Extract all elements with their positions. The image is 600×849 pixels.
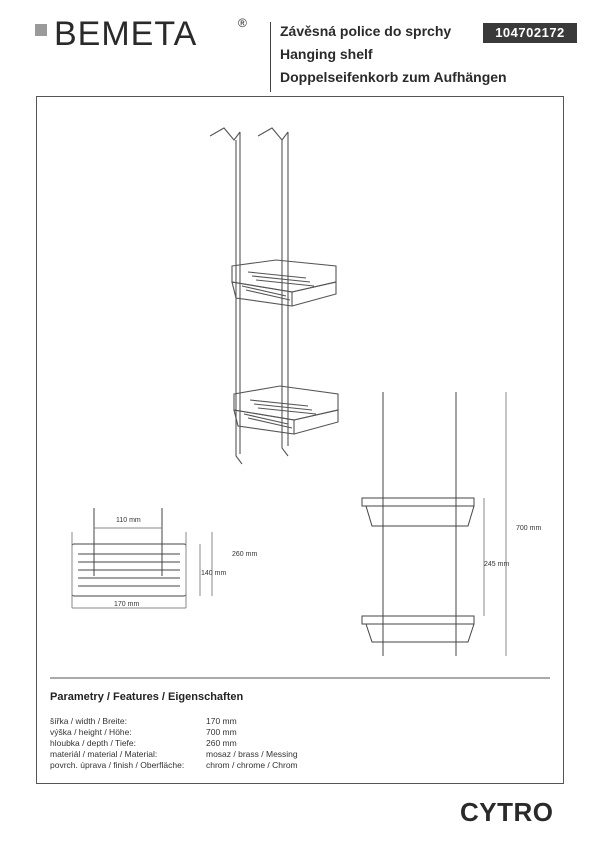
dim-front-height: 140 mm	[201, 570, 227, 577]
spec-value-height: 700 mm	[206, 727, 237, 737]
title-czech: Závěsná police do sprchy	[280, 23, 452, 39]
product-code-badge: 104702172	[483, 23, 577, 43]
spec-value-material: mosaz / brass / Messing	[206, 749, 298, 759]
spec-value-depth: 260 mm	[206, 738, 237, 748]
top-view-drawing	[72, 508, 212, 608]
spec-label-depth: hloubka / depth / Tiefe:	[50, 738, 137, 748]
features-title: Parametry / Features / Eigenschaften	[50, 691, 244, 703]
dim-top-width: 110 mm	[116, 517, 141, 524]
side-view-drawing	[362, 392, 506, 656]
title-english: Hanging shelf	[280, 46, 373, 62]
header-divider	[270, 22, 271, 92]
spec-value-finish: chrom / chrome / Chrom	[206, 760, 298, 770]
brand-logo: BEMETA	[54, 15, 198, 53]
spec-label-finish: povrch. úprava / finish / Oberfläche:	[50, 760, 185, 770]
title-german: Doppelseifenkorb zum Aufhängen	[280, 69, 507, 85]
dim-shelf-spacing: 245 mm	[484, 561, 510, 568]
dim-bottom-width: 170 mm	[114, 601, 140, 608]
spec-value-width: 170 mm	[206, 716, 237, 726]
logo-square-mark	[35, 24, 47, 36]
dim-total-height: 700 mm	[516, 525, 542, 532]
spec-label-material: materiál / material / Material:	[50, 749, 158, 759]
registered-mark: ®	[238, 16, 247, 30]
product-illustration	[210, 128, 338, 464]
spec-label-width: šířka / width / Breite:	[50, 716, 127, 726]
spec-label-height: výška / height / Höhe:	[50, 727, 132, 737]
dim-depth: 260 mm	[232, 551, 258, 558]
technical-drawing	[36, 96, 564, 784]
product-name: CYTRO	[460, 797, 554, 827]
